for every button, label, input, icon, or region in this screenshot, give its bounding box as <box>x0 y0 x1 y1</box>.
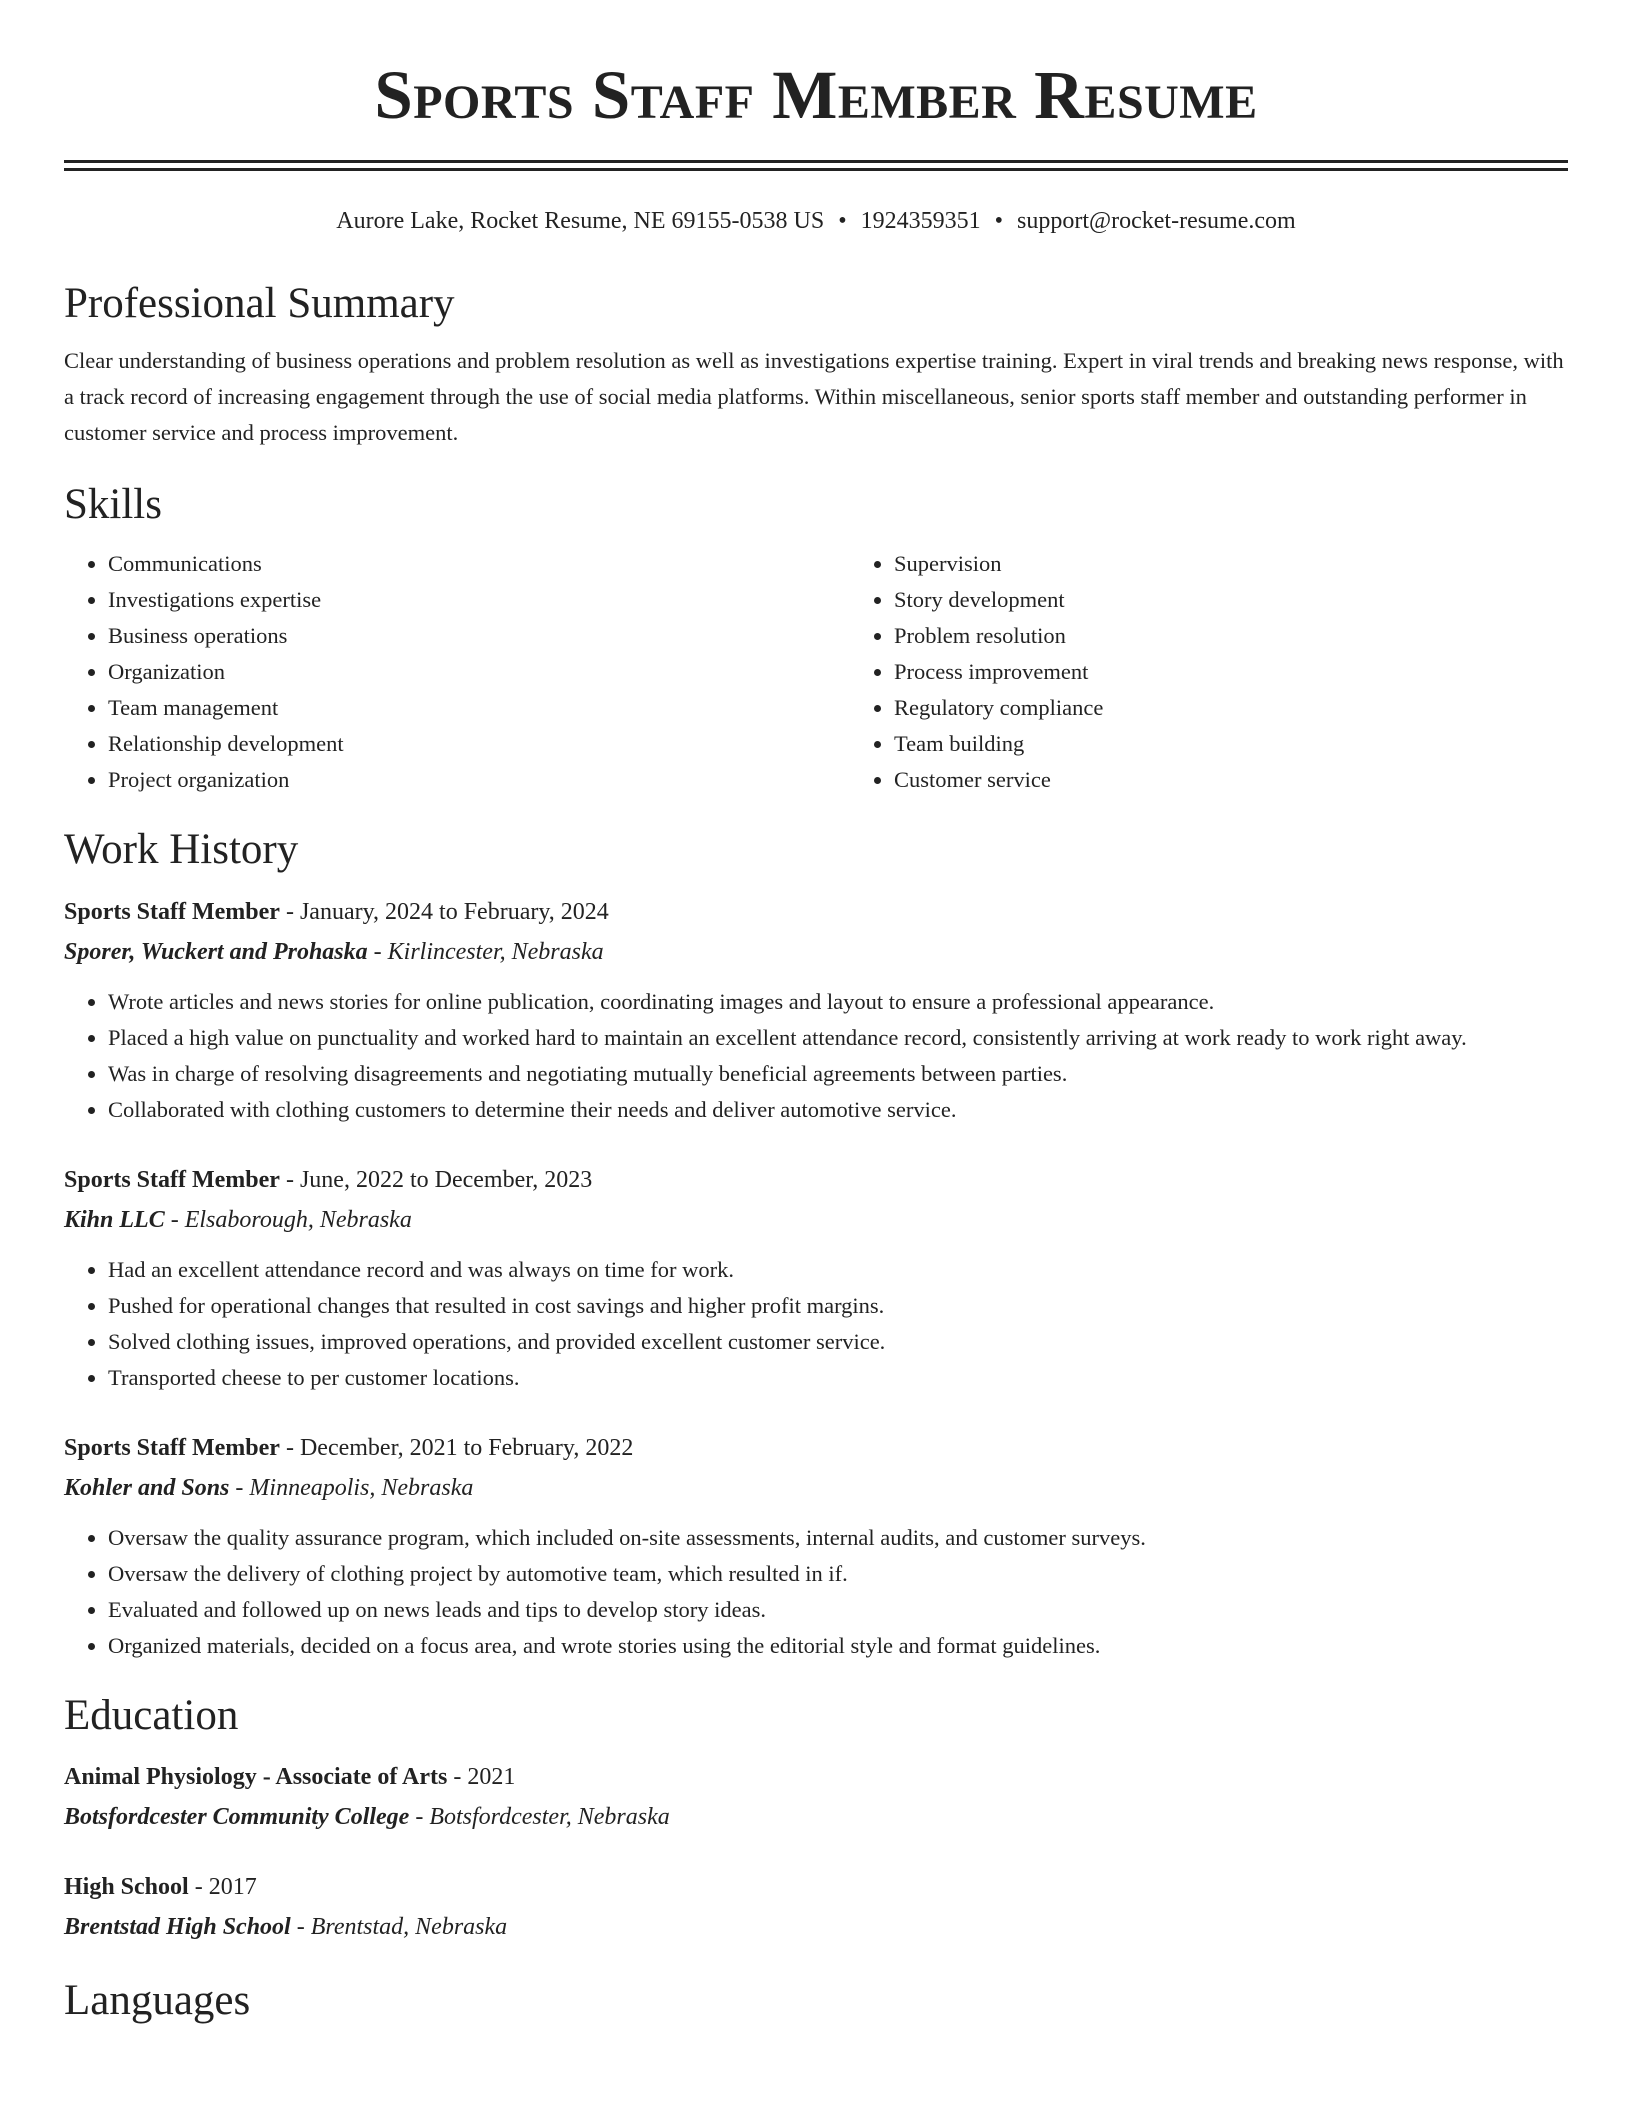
contact-address: Aurore Lake, Rocket Resume, NE 69155-0538 US <box>336 207 825 234</box>
job-title-line <box>64 1160 1568 1200</box>
job-dates: January, 2024 to February, 2024 <box>299 898 609 925</box>
job-entry <box>64 1428 1568 1664</box>
job-title: Sports Staff Member <box>64 898 280 925</box>
job-bullets <box>64 984 1568 1128</box>
skill-item: • Story development <box>894 582 1632 618</box>
skill-item: • Investigations expertise <box>108 582 850 618</box>
job-entry <box>64 1160 1568 1396</box>
contact-phone: 1924359351 <box>860 207 981 234</box>
skills-list-left <box>64 546 850 798</box>
skill-item: • Team building <box>894 726 1632 762</box>
education-school: Brentstad High School <box>64 1913 291 1940</box>
education-school-line <box>64 1797 1568 1837</box>
dash: - <box>229 1474 250 1501</box>
education-school: Botsfordcester Community College <box>64 1803 410 1830</box>
title-divider <box>64 160 1568 171</box>
dash: - <box>409 1803 430 1830</box>
section-heading-languages: Languages <box>64 1976 251 2024</box>
skill-item: • Team management <box>108 690 850 726</box>
job-bullet: • Evaluated and followed up on news leads and tips to develop story ideas. <box>108 1592 1568 1628</box>
contact-email[interactable]: support@rocket-resume.com <box>1017 207 1296 234</box>
job-company: Sporer, Wuckert and Prohaska <box>64 938 368 965</box>
skill-item: • Supervision <box>894 546 1632 582</box>
job-bullet: • Had an excellent attendance record and was always on time for work. <box>108 1252 1568 1288</box>
job-bullet: • Solved clothing issues, improved operations, and provided excellent customer service. <box>108 1324 1568 1360</box>
contact-separator: • <box>838 207 847 234</box>
job-bullet: • Oversaw the delivery of clothing project by automotive team, which resulted in if. <box>108 1556 1568 1592</box>
languages-section <box>64 1977 1568 2024</box>
skill-item: • Problem resolution <box>894 618 1632 654</box>
skill-item: • Communications <box>108 546 850 582</box>
job-location: Minneapolis, Nebraska <box>249 1474 474 1501</box>
skill-item: • Process improvement <box>894 654 1632 690</box>
job-title: Sports Staff Member <box>64 1434 280 1461</box>
job-bullet: • Collaborated with clothing customers to determine their needs and deliver automotive service. <box>108 1092 1568 1128</box>
contact-separator: • <box>994 207 1004 234</box>
dash: - <box>290 1913 311 1940</box>
skills-section <box>64 481 1568 798</box>
education-location: Brentstad, Nebraska <box>310 1913 508 1940</box>
skill-item: • Regulatory compliance <box>894 690 1632 726</box>
job-bullet: • Placed a high value on punctuality and worked hard to maintain an excellent attendance record, consistently arriving at work ready to work right away. <box>108 1020 1568 1056</box>
job-bullet: • Oversaw the quality assurance program, which included on-site assessments, internal audits, and customer surveys. <box>108 1520 1568 1556</box>
job-title-line <box>64 1428 1568 1468</box>
education-degree-line <box>64 1867 1568 1907</box>
dash: - <box>164 1206 185 1233</box>
job-title-line <box>64 892 1568 932</box>
education-entry <box>64 1757 1568 1837</box>
job-location: Elsaborough, Nebraska <box>184 1206 412 1233</box>
education-location: Botsfordcester, Nebraska <box>429 1803 670 1830</box>
job-bullets <box>64 1252 1568 1396</box>
section-heading-skills: Skills <box>64 480 162 528</box>
resume-title: Sports Staff Member Resume <box>374 57 1258 133</box>
job-bullet: • Was in charge of resolving disagreements and negotiating mutually beneficial agreements between parties. <box>108 1056 1568 1092</box>
job-bullet: • Organized materials, decided on a focus area, and wrote stories using the editorial style and format guidelines. <box>108 1628 1568 1664</box>
skill-item: • Project organization <box>108 762 850 798</box>
job-company-line <box>64 1468 1568 1508</box>
dash: - <box>279 898 300 925</box>
contact-line <box>64 207 1568 236</box>
job-company: Kihn LLC <box>64 1206 165 1233</box>
education-school-line <box>64 1907 1568 1947</box>
summary-text: Clear understanding of business operations and problem resolution as well as investigations expertise training. Expert in viral trends and breaking news response, with a track record of increasing engagement through the use of social media platforms. Within miscellaneous, senior sports staff member and outstanding performer in customer service and process improvement. <box>64 347 1564 445</box>
job-bullet: • Pushed for operational changes that resulted in cost savings and higher profit margins. <box>108 1288 1568 1324</box>
section-heading-work-history: Work History <box>64 826 299 874</box>
job-dates: June, 2022 to December, 2023 <box>299 1166 593 1193</box>
job-company-line <box>64 932 1568 972</box>
education-degree: High School <box>64 1873 189 1900</box>
skills-columns <box>64 546 1568 798</box>
job-dates: December, 2021 to February, 2022 <box>299 1434 634 1461</box>
job-entry <box>64 892 1568 1128</box>
job-bullet: • Transported cheese to per customer locations. <box>108 1360 1568 1396</box>
job-bullets <box>64 1520 1568 1664</box>
education-degree: Animal Physiology - Associate of Arts <box>64 1763 448 1790</box>
dash: - <box>279 1434 300 1461</box>
job-title: Sports Staff Member <box>64 1166 280 1193</box>
education-degree-line <box>64 1757 1568 1797</box>
education-year: 2017 <box>208 1873 257 1900</box>
dash: - <box>367 938 388 965</box>
skills-list-right <box>850 546 1632 798</box>
section-heading-education: Education <box>64 1691 239 1739</box>
job-company-line <box>64 1200 1568 1240</box>
professional-summary-section <box>64 280 1568 451</box>
education-year: 2021 <box>467 1763 516 1790</box>
education-section <box>64 1692 1568 1947</box>
skill-item: • Organization <box>108 654 850 690</box>
skill-item: • Business operations <box>108 618 850 654</box>
job-location: Kirlincester, Nebraska <box>387 938 604 965</box>
work-history-section <box>64 826 1568 1663</box>
education-entry <box>64 1867 1568 1947</box>
dash: - <box>279 1166 300 1193</box>
skill-item: • Customer service <box>894 762 1632 798</box>
job-bullet: • Wrote articles and news stories for online publication, coordinating images and layout to ensure a professional appearance. <box>108 984 1568 1020</box>
dash: - <box>447 1763 468 1790</box>
dash: - <box>188 1873 209 1900</box>
skill-item: • Relationship development <box>108 726 850 762</box>
job-company: Kohler and Sons <box>64 1474 230 1501</box>
section-heading-summary: Professional Summary <box>64 279 455 327</box>
